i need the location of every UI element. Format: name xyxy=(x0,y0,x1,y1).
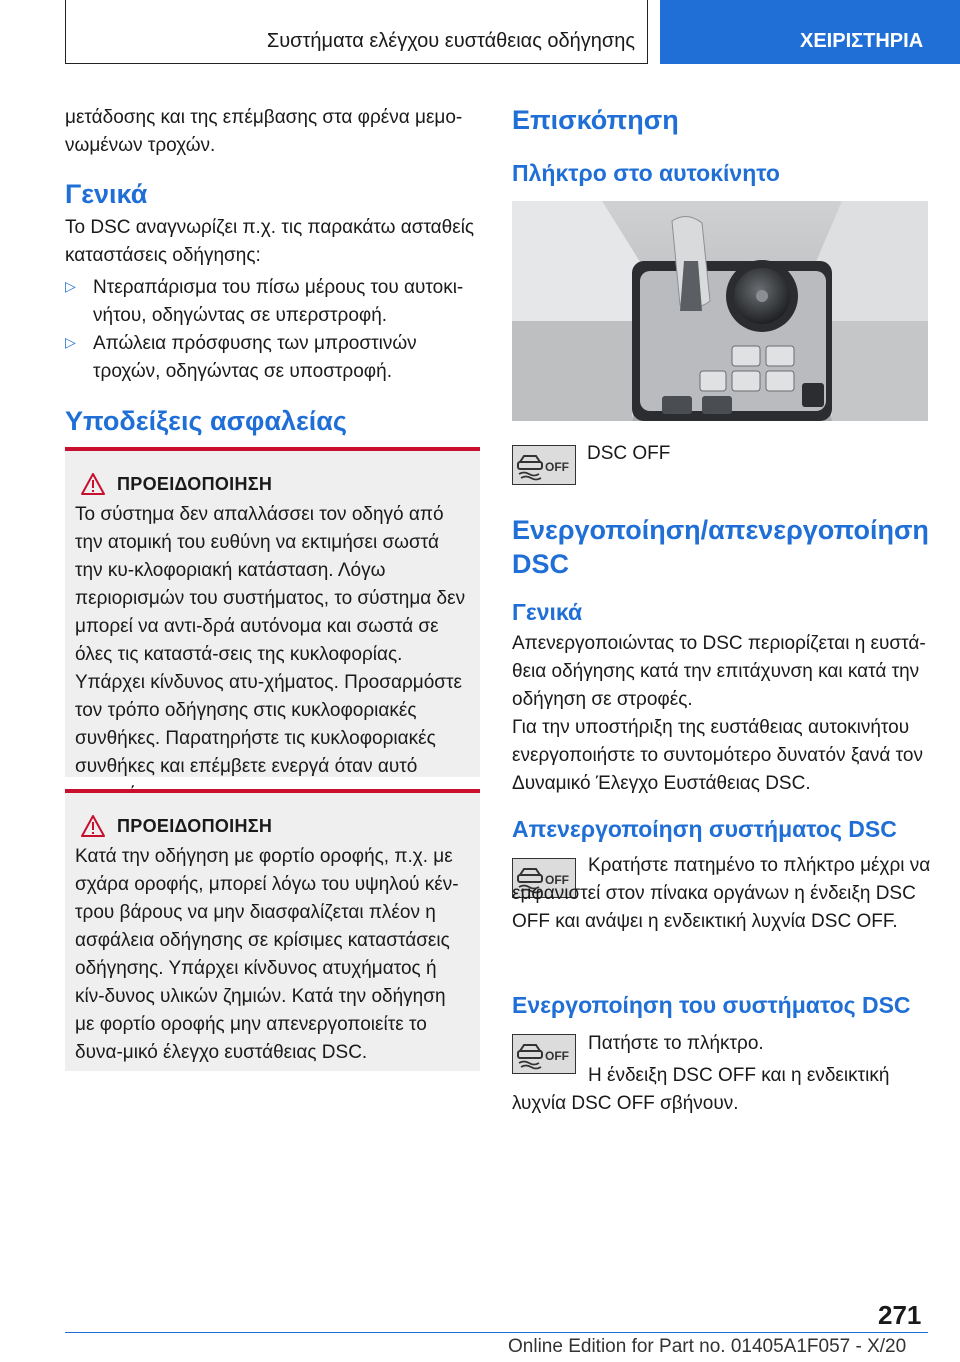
bullet-text: Απώλεια πρόσφυσης των μπροστινών τροχών, οδηγώντας σε υποστροφή. xyxy=(93,333,417,382)
warning-body: Κατά την οδήγηση με φορτίο οροφής, π.χ. με σχάρα οροφής, μπορεί λόγω του υψηλού κέν-τρου βάρους να μην διασφαλίζεται πλέον η ασφάλεια οδήγησης σε κρίσιμες καταστάσεις οδήγησης. Υπάρχει κίνδυνος ατυχήματος ή κίν-δυνος υλικών ζημιών. Κατά την οδήγηση με φορτίο οροφής μην απενεργοποιείτε το δυνα-μικό έλεγχο ευστάθειας DSC. xyxy=(75,846,459,1063)
deactivate-heading: Απενεργοποίηση συστήματος DSC xyxy=(512,816,897,842)
general-heading: Γενικά xyxy=(65,179,148,209)
warning-box xyxy=(65,447,480,777)
car-skid-icon xyxy=(514,448,574,482)
header-title: Συστήματα ελέγχου ευστάθειας οδήγησης xyxy=(266,30,635,52)
activation-heading: Ενεργοποίηση/απενεργοποίηση DSC xyxy=(512,515,929,579)
activate-paragraph-1: Πατήστε το πλήκτρο. xyxy=(588,1033,764,1054)
activate-heading: Ενεργοποίηση του συστήματος DSC xyxy=(512,992,911,1018)
general-paragraph-2: Για την υποστήριξη της ευστάθειας αυτοκινήτου ενεργοποιήστε το συντομότερο δυνατόν ξανά τον Δυναμικό Έλεγχο Ευστάθειας DSC. xyxy=(512,717,923,794)
intro-text: μετάδοσης και της επέμβασης στα φρένα μεμο-νωμένων τροχών. xyxy=(65,107,463,156)
bullet-triangle-icon: ▷ xyxy=(65,334,76,350)
warning-body: Το σύστημα δεν απαλλάσσει τον οδηγό από την ατομική του ευθύνη να εκτιμήσει σωστά την κυ-κλοφοριακή κατάσταση. Λόγω περιορισμών του συστήματος, το σύστημα δεν μπορεί να αντι-δρά αυτόνομα και σωστά σε όλες τις καταστά-σεις της κυκλοφορίας. Υπάρχει κίνδυνος ατυ-χήματος. Προσαρμόστε τον τρόπο οδήγησης στις κυκλοφοριακές συνθήκες. Παρατηρήστε τις κυκλοφοριακές συνθήκες και επέμβετε ενεργά όταν αυτό xyxy=(75,504,466,777)
warning-title: ΠΡΟΕΙΔΟΠΟΙΗΣΗ xyxy=(117,473,273,494)
bullet-text: Ντεραπάρισμα του πίσω μέρους του αυτοκι-νήτου, οδηγώντας σε υπερστροφή. xyxy=(93,277,464,326)
header-section-tab[interactable]: ΧΕΙΡΙΣΤΗΡΙΑ xyxy=(660,0,960,64)
dsc-off-label: DSC OFF xyxy=(587,443,671,464)
activation-general-heading: Γενικά xyxy=(512,599,583,625)
off-label: OFF xyxy=(545,1049,569,1063)
list-item xyxy=(65,274,485,330)
footer-divider xyxy=(65,1332,928,1333)
bullet-triangle-icon: ▷ xyxy=(65,278,76,294)
warning-triangle-icon xyxy=(81,815,105,837)
warning-triangle-icon xyxy=(81,473,105,495)
activate-paragraph-2: Η ένδειξη DSC OFF και η ενδεικτική λυχνία DSC OFF σβήνουν. xyxy=(512,1065,890,1114)
general-text: Το DSC αναγνωρίζει π.χ. τις παρακάτω ασταθείς καταστάσεις οδήγησης: xyxy=(65,217,475,266)
footer-edition-text: Online Edition for Part no. 01405A1F057 - X/20 xyxy=(508,1336,907,1357)
deactivate-text: Κρατήστε πατημένο το πλήκτρο μέχρι να εμφανιστεί στον πίνακα οργάνων η ένδειξη DSC OFF και ανάψει η ενδεικτική λυχνία DSC OFF. xyxy=(512,855,931,932)
list-item xyxy=(65,330,485,386)
center-console-photo xyxy=(512,201,928,421)
off-label: OFF xyxy=(545,873,569,887)
warning-header xyxy=(75,815,468,837)
off-label: OFF xyxy=(545,460,569,474)
warning-title: ΠΡΟΕΙΔΟΠΟΙΗΣΗ xyxy=(117,815,273,836)
button-heading: Πλήκτρο στο αυτοκίνητο xyxy=(512,160,780,186)
overview-heading: Επισκόπηση xyxy=(512,105,679,135)
page-number: 271 xyxy=(878,1300,922,1330)
safety-heading: Υποδείξεις ασφαλείας xyxy=(65,406,347,436)
general-paragraph-1: Απενεργοποιώντας το DSC περιορίζεται η ευστά-θεια οδήγησης κατά την επιτάχυνση και κατά την οδήγηση σε στροφές. xyxy=(512,633,926,710)
dsc-off-button-icon xyxy=(512,445,576,485)
warning-box xyxy=(65,789,480,1071)
warning-header xyxy=(75,473,468,495)
